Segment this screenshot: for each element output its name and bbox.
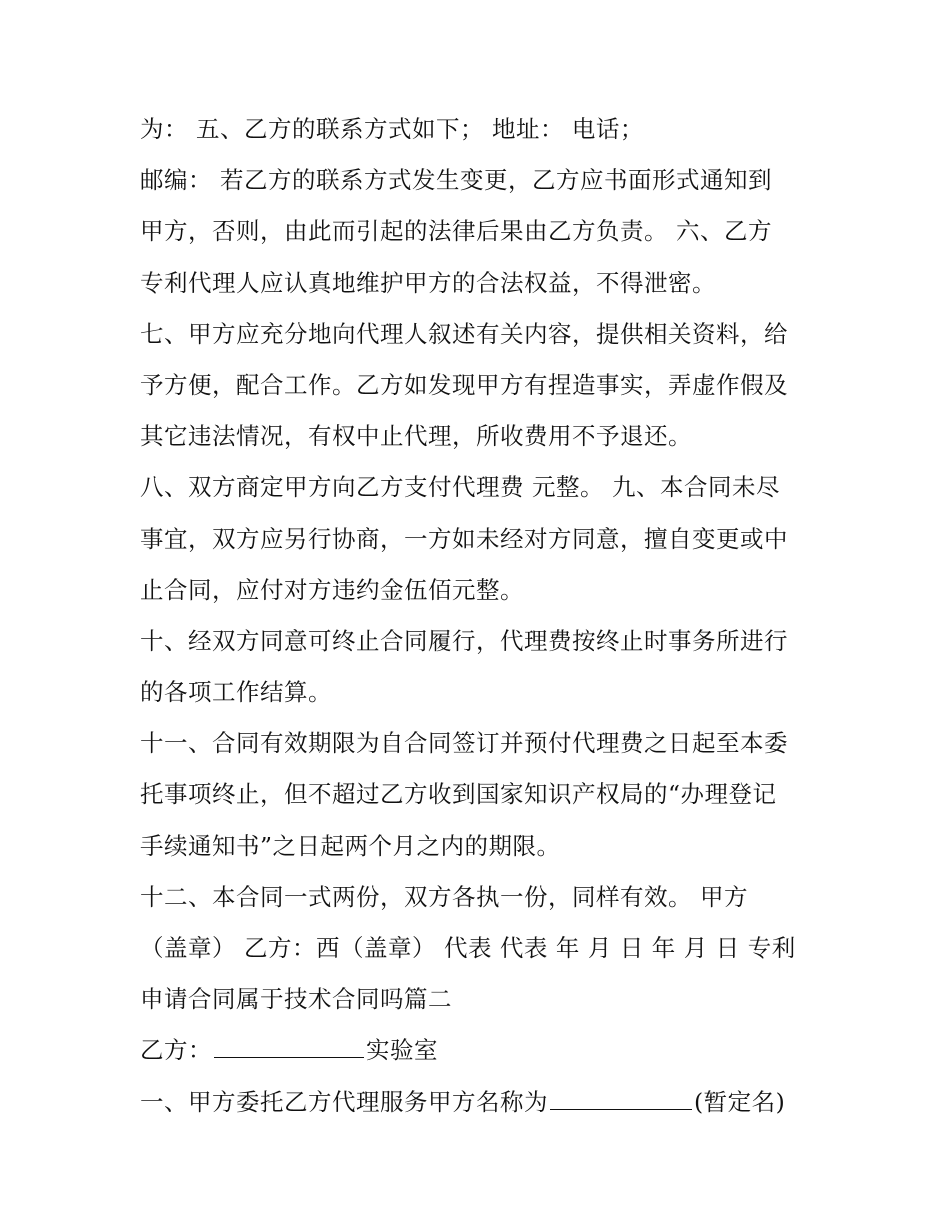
party-b-suffix: 实验室 [366,1036,438,1065]
text-line: 甲方，否则，由此而引起的法律后果由乙方负责。 六、乙方 [140,217,772,246]
text-line: 其它违法情况，有权中止代理，所收费用不予退还。 [140,422,692,451]
text-line: 十一、合同有效期限为自合同签订并预付代理费之日起至本委 [140,729,788,758]
text-line: 的各项工作结算。 [140,678,332,707]
text-line: 申请合同属于技术合同吗篇二 [140,985,452,1014]
text-line: 十二、本合同一式两份，双方各执一份，同样有效。 甲方 [140,882,748,911]
party-b-label: 乙方： [140,1036,212,1065]
text-line: 邮编： 若乙方的联系方式发生变更，乙方应书面形式通知到 [140,166,772,195]
text-line: 八、双方商定甲方向乙方支付代理费 元整。 九、本合同未尽 [140,473,780,502]
text-line: 专利代理人应认真地维护甲方的合法权益，不得泄密。 [140,268,716,297]
party-a-name-blank [550,1077,692,1110]
party-b-blank [214,1025,364,1058]
party-b-line [140,1025,830,1076]
text-line: 手续通知书”之日起两个月之内的期限。 [140,831,561,860]
clause-one-line [140,1077,830,1128]
text-line: 事宜，双方应另行协商，一方如未经对方同意，擅自变更或中 [140,524,788,553]
text-line: 为： 五、乙方的联系方式如下； 地址： 电话； [140,115,644,143]
text-line: 予方便，配合工作。乙方如发现甲方有捏造事实，弄虚作假及 [140,370,788,399]
text-line: 七、甲方应充分地向代理人叙述有关内容，提供相关资料，给 [140,319,788,348]
text-line: （盖章） 乙方：西（盖章） 代表 代表 年 月 日 年 月 日 专利 [140,934,796,962]
clause-one-text: 一、甲方委托乙方代理服务甲方名称为 [140,1087,548,1116]
document-body [140,104,830,1128]
text-line: 十、经双方同意可终止合同履行，代理费按终止时事务所进行 [140,626,788,655]
text-line: 托事项终止，但不超过乙方收到国家知识产权局的“办理登记 [140,780,777,809]
clause-one-suffix: (暂定名) [694,1087,786,1116]
text-line: 止合同，应付对方违约金伍佰元整。 [140,575,524,604]
